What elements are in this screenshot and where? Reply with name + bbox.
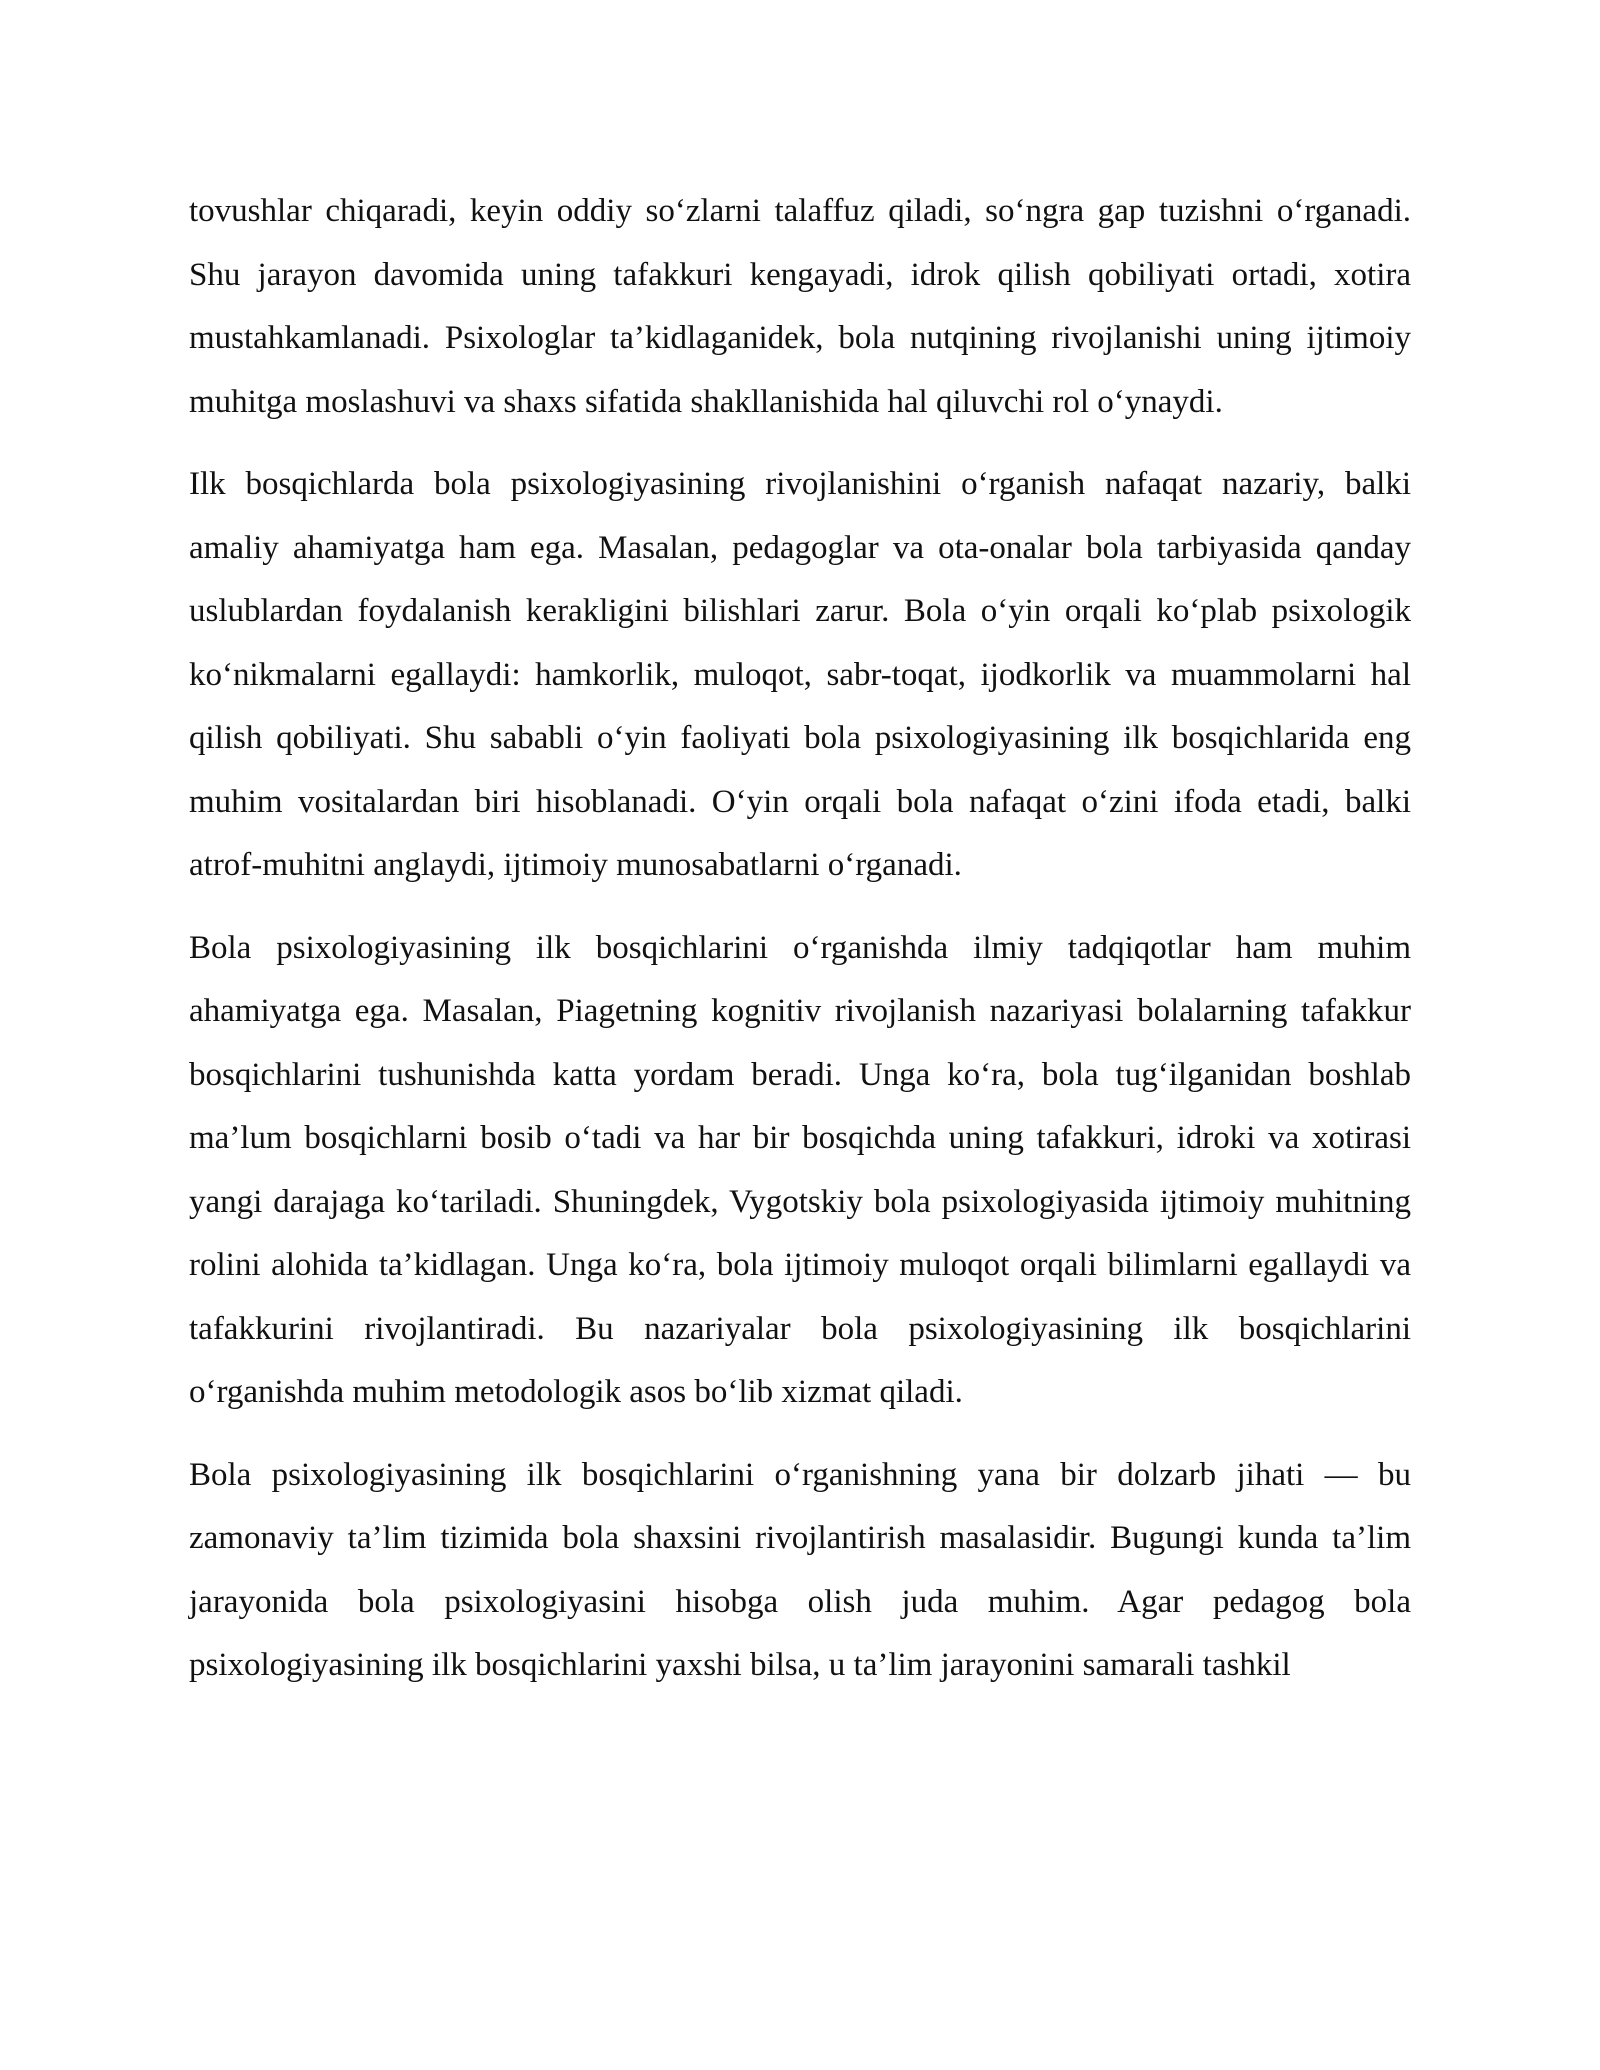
paragraph: tovushlar chiqaradi, keyin oddiy so‘zlarni talaffuz qiladi, so‘ngra gap tuzishni o‘rganadi. Shu jarayon davomida uning tafakkuri kengayadi, idrok qilish qobiliyati ortadi, xotira mustahkamlanadi. Psixologlar ta’kidlaganidek, bola nutqining rivojlanishi uning ijtimoiy muhitga moslashuvi va shaxs sifatida shakllanishida hal qiluvchi rol o‘ynaydi. (189, 193, 1411, 420)
body-text (189, 180, 1411, 1717)
paragraph: Ilk bosqichlarda bola psixologiyasining rivojlanishini o‘rganish nafaqat nazariy, balki amaliy ahamiyatga ham ega. Masalan, pedagoglar va ota-onalar bola tarbiyasida qanday uslublardan foydalanish kerakligini bilishlari zarur. Bola o‘yin orqali ko‘plab psixologik ko‘nikmalarni egallaydi: hamkorlik, muloqot, sabr-toqat, ijodkorlik va muammolarni hal qilish qobiliyati. Shu sababli o‘yin faoliyati bola psixologiyasining ilk bosqichlarida eng muhim vositalardan biri hisoblanadi. O‘yin orqali bola nafaqat o‘zini ifoda etadi, balki atrof-muhitni anglaydi, ijtimoiy munosabatlarni o‘rganadi. (189, 466, 1411, 883)
paragraph: Bola psixologiyasining ilk bosqichlarini o‘rganishning yana bir dolzarb jihati — bu zamonaviy ta’lim tizimida bola shaxsini rivojlantirish masalasidir. Bugungi kunda ta’lim jarayonida bola psixologiyasini hisobga olish juda muhim. Agar pedagog bola psixologiyasining ilk bosqichlarini yaxshi bilsa, u ta’lim jarayonini samarali tashkil (189, 1456, 1411, 1683)
paragraph: Bola psixologiyasining ilk bosqichlarini o‘rganishda ilmiy tadqiqotlar ham muhim ahamiyatga ega. Masalan, Piagetning kognitiv rivojlanish nazariyasi bolalarning tafakkur bosqichlarini tushunishda katta yordam beradi. Unga ko‘ra, bola tug‘ilganidan boshlab ma’lum bosqichlarni bosib o‘tadi va har bir bosqichda uning tafakkuri, idroki va xotirasi yangi darajaga ko‘tariladi. Shuningdek, Vygotskiy bola psixologiyasida ijtimoiy muhitning rolini alohida ta’kidlagan. Unga ko‘ra, bola ijtimoiy muloqot orqali bilimlarni egallaydi va tafakkurini rivojlantiradi. Bu nazariyalar bola psixologiyasining ilk bosqichlarini o‘rganishda muhim metodologik asos bo‘lib xizmat qiladi. (189, 929, 1411, 1410)
